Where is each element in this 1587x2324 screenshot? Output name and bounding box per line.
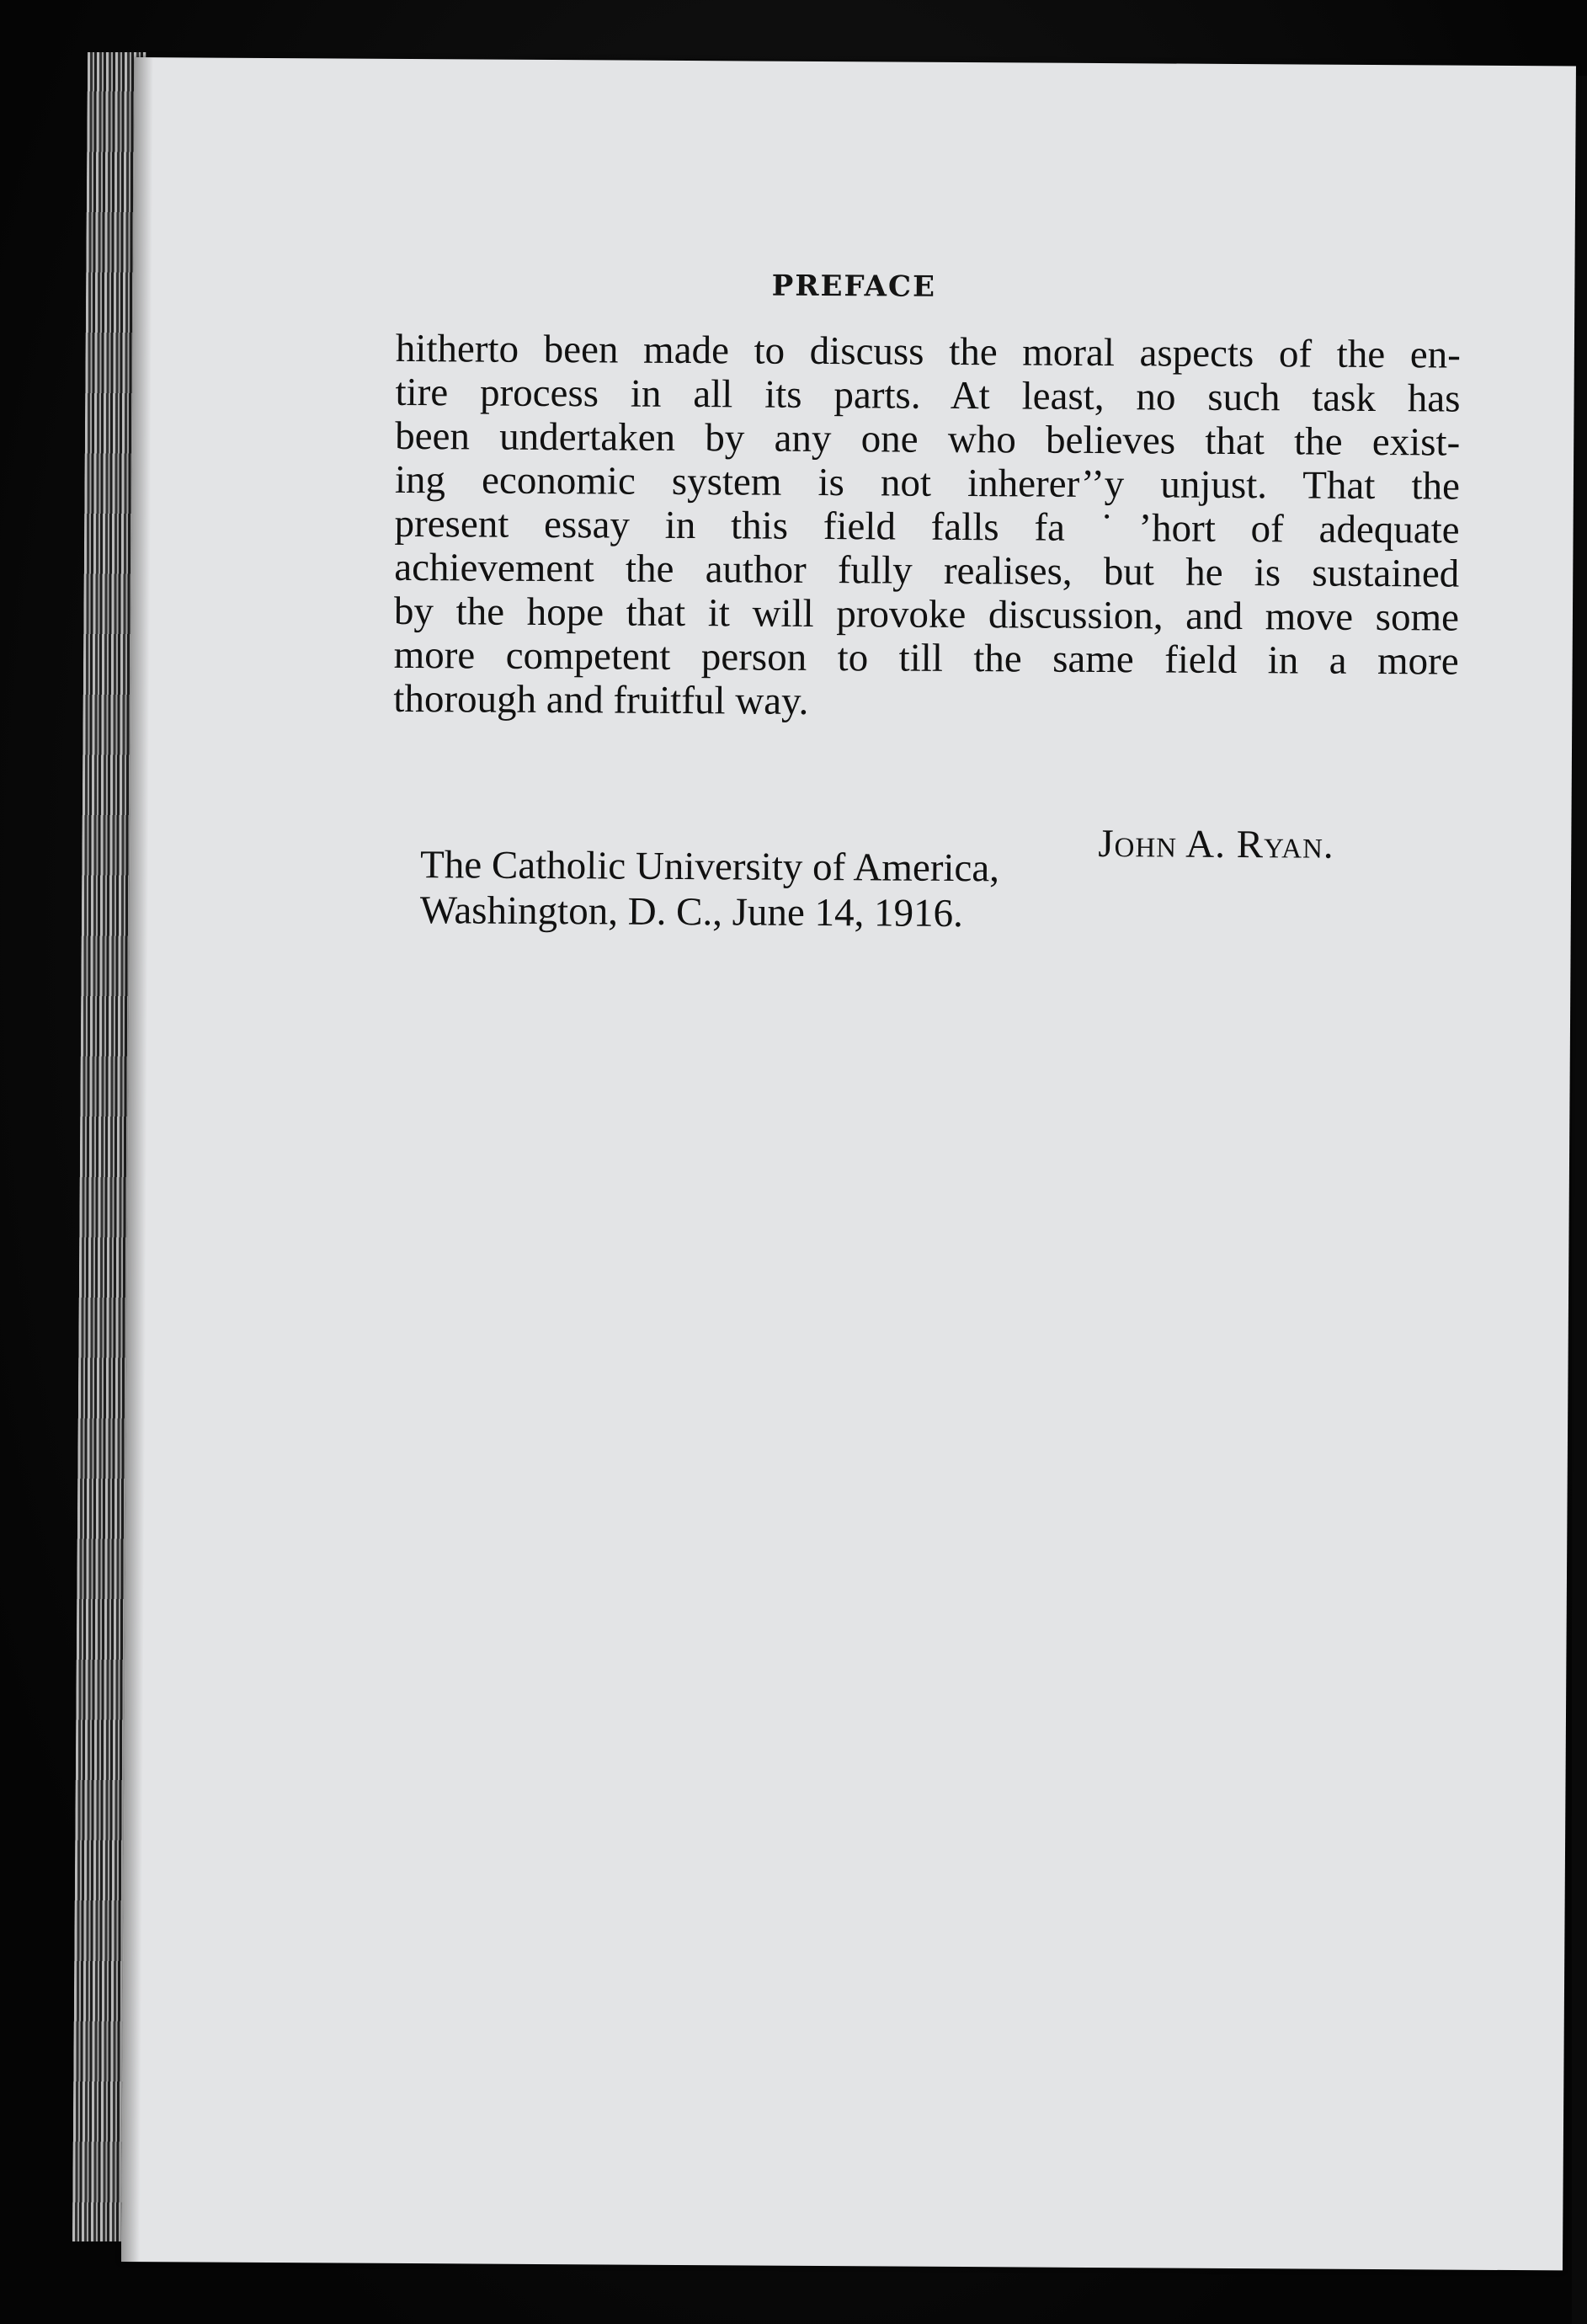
preface-paragraph xyxy=(393,327,1461,728)
paragraph-line: ing economic system is not inherer’’y unjust. That the xyxy=(394,457,1461,509)
paragraph-line: thorough and fruitful way. xyxy=(393,676,809,723)
paragraph-line: hitherto been made to discuss the moral aspects of the en- xyxy=(395,326,1462,377)
place-and-date xyxy=(420,842,999,936)
institution-line: The Catholic University of America, xyxy=(419,843,1000,891)
right-binding-shadow xyxy=(1572,76,1587,2324)
city-date-line: Washington, D. C., June 14, 1916. xyxy=(419,888,964,936)
running-head: PREFACE xyxy=(771,269,937,304)
paragraph-line: achievement the author fully realises, but he is sustained xyxy=(394,545,1460,596)
paragraph-line: by the hope that it will provoke discussion, and move some xyxy=(393,589,1460,640)
book-page xyxy=(121,57,1576,2270)
author-signature: John A. Ryan. xyxy=(1098,822,1334,867)
paragraph-line: more competent person to till the same field in a more xyxy=(393,632,1459,684)
paragraph-line: been undertaken by any one who believes that the exist- xyxy=(395,413,1461,465)
paragraph-line: present essay in this field falls fa ˙’hort of adequate xyxy=(394,501,1460,552)
paragraph-line: tire process in all its parts. At least, no such task has xyxy=(395,370,1461,421)
